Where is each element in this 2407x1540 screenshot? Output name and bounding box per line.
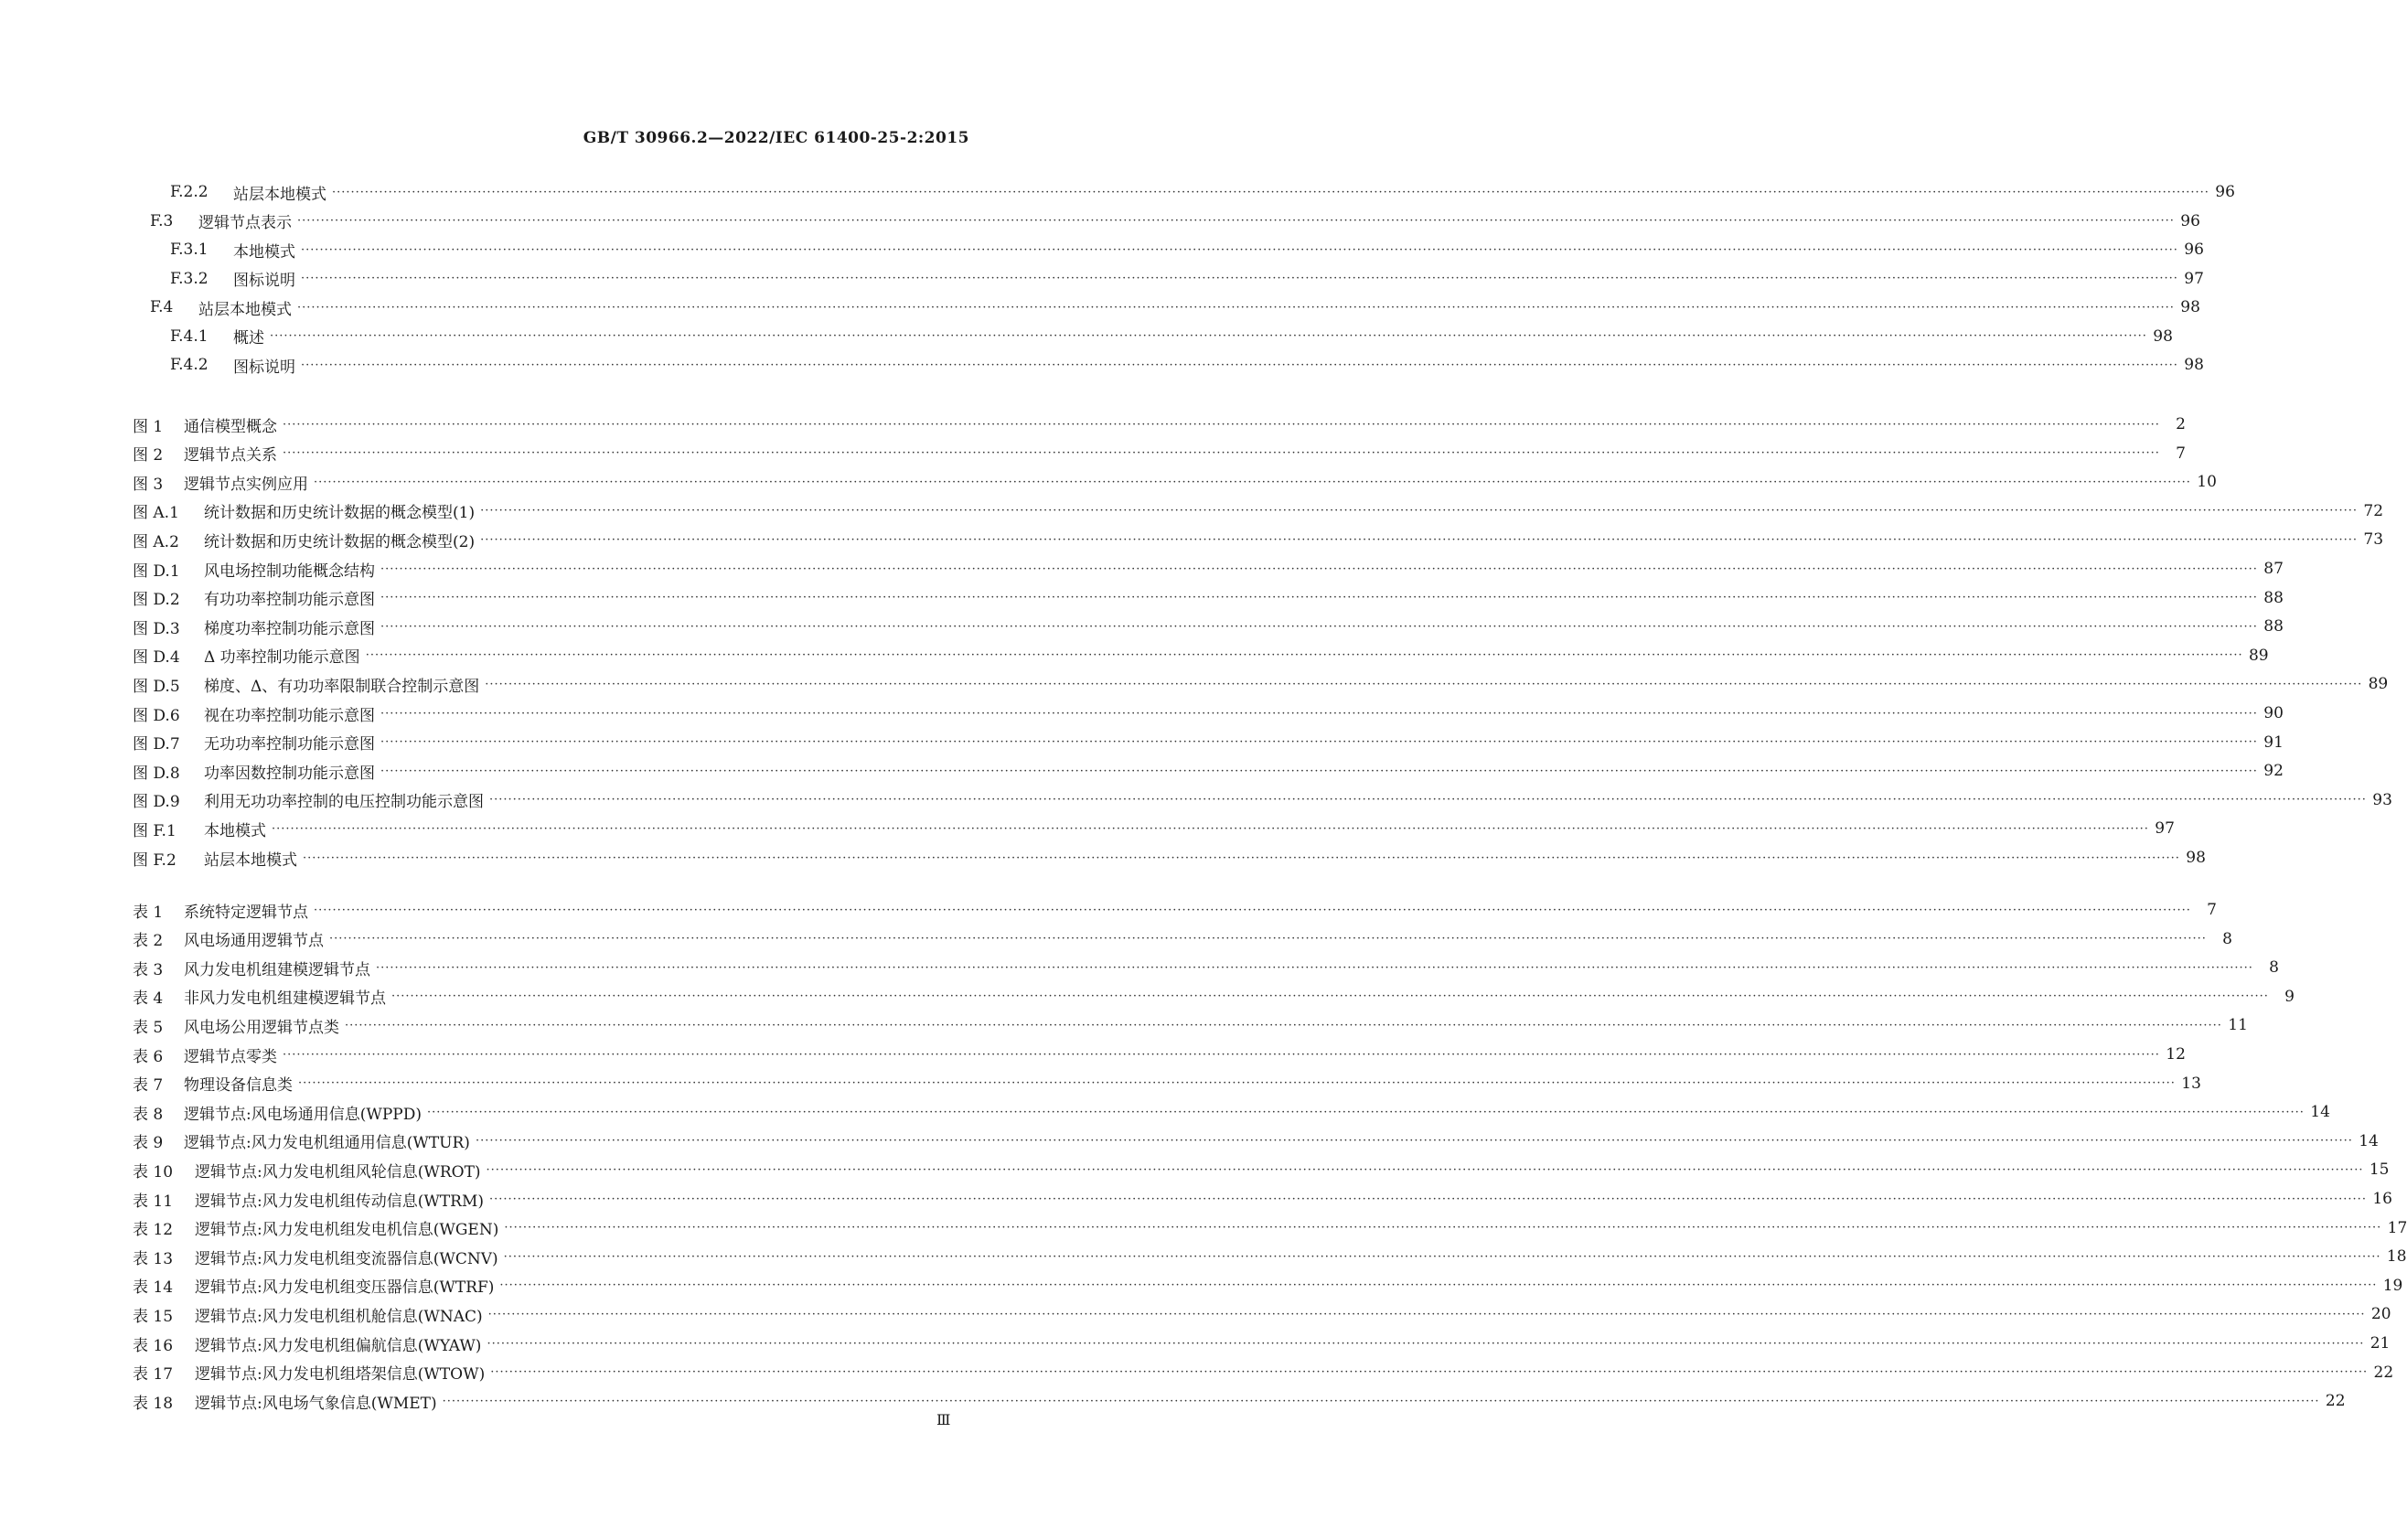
entry-title: 站层本地模式 (198, 300, 292, 319)
entry-title: 风电场通用逻辑节点 (184, 932, 324, 951)
entry-page-number: 20 (2370, 1305, 2391, 1324)
leader-dots: ················································································································································································································································································································································································································ (283, 417, 2160, 432)
entry-page-number: 14 (2310, 1103, 2330, 1122)
entry-number: 表 1 (133, 903, 164, 922)
entry-number: 表 3 (133, 960, 164, 979)
entry-page-number: 91 (2263, 733, 2284, 752)
entry-page-number: 11 (2228, 1016, 2248, 1035)
leader-dots: ················································································································································································································································································································································································································ (332, 185, 2209, 199)
table-entry[interactable] (133, 898, 2217, 922)
entry-number: 图 A.1 (133, 504, 179, 523)
entry-page-number: 98 (2186, 849, 2206, 867)
entry-page-number: 8 (2269, 958, 2279, 978)
entry-number: 图 D.8 (133, 764, 180, 783)
table-entry[interactable] (133, 1245, 2407, 1268)
entry-number: F.3.2 (170, 269, 209, 288)
leader-dots: ················································································································································································································································································································································································································ (480, 532, 2359, 547)
figure-entry[interactable] (133, 470, 2217, 494)
leader-dots: ················································································································································································································································································································································································································ (283, 1047, 2160, 1062)
table-entry[interactable] (133, 1187, 2392, 1211)
table-entry[interactable] (133, 1389, 2346, 1413)
toc-entry[interactable] (170, 238, 2204, 262)
leader-dots: ················································································································································································································································································································································································································ (489, 793, 2367, 807)
entry-title: 逻辑节点实例应用 (184, 475, 308, 494)
leader-dots: ················································································································································································································································································································································································································ (376, 960, 2253, 975)
entry-page-number: 12 (2166, 1045, 2186, 1064)
leader-dots: ················································································································································································································································································································································································································ (480, 504, 2359, 519)
entry-page-number: 16 (2372, 1190, 2392, 1208)
leader-dots: ················································································································································································································································································································································································································ (298, 1076, 2176, 1091)
entry-number: 图 D.5 (133, 677, 180, 696)
entry-number: 表 5 (133, 1018, 164, 1037)
entry-title: Δ 功率控制功能示意图 (204, 648, 360, 668)
entry-page-number: 2 (2176, 415, 2186, 433)
entry-title: 物理设备信息类 (184, 1076, 293, 1096)
entry-number: F.2.2 (170, 183, 209, 201)
entry-title: 逻辑节点关系 (184, 446, 277, 465)
entry-title: 逻辑节点:风电场气象信息(WMET) (195, 1394, 437, 1413)
entry-number: F.3.1 (170, 241, 209, 259)
leader-dots: ················································································································································································································································································································································································································ (380, 619, 2258, 634)
entry-number: F.4.1 (170, 326, 209, 346)
figure-entry[interactable] (133, 701, 2284, 725)
entry-number: 表 14 (133, 1278, 174, 1298)
entry-number: 表 16 (133, 1336, 174, 1355)
entry-title: 逻辑节点:风力发电机组塔架信息(WTOW) (195, 1365, 486, 1385)
entry-number: 图 D.6 (133, 706, 180, 725)
figure-entry[interactable] (133, 615, 2284, 638)
leader-dots: ················································································································································································································································································································································································································ (487, 1336, 2365, 1351)
table-entry[interactable] (133, 1158, 2390, 1182)
figure-entry[interactable] (133, 442, 2186, 465)
leader-dots: ················································································································································································································································································································································································································ (380, 561, 2258, 576)
toc-entry[interactable] (150, 209, 2200, 233)
entry-number: 图 D.7 (133, 735, 180, 754)
leader-dots: ················································································································································································································································································································································································································ (297, 300, 2175, 315)
entry-title: 逻辑节点:风力发电机组通用信息(WTUR) (184, 1134, 470, 1153)
table-entry[interactable] (133, 956, 2279, 979)
entry-page-number: 10 (2197, 473, 2217, 492)
leader-dots: ················································································································································································································································································································································································································ (503, 1249, 2381, 1264)
entry-number: 图 A.2 (133, 532, 179, 551)
entry-page-number: 98 (2180, 298, 2200, 316)
entry-number: 图 D.2 (133, 591, 180, 610)
toc-entry[interactable] (170, 180, 2235, 204)
entry-title: 逻辑节点:风力发电机组变流器信息(WCNV) (195, 1249, 498, 1268)
entry-number: 表 4 (133, 989, 164, 1009)
entry-page-number: 98 (2184, 356, 2204, 374)
leader-dots: ················································································································································································································································································································································································································ (314, 903, 2191, 917)
entry-title: 通信模型概念 (184, 417, 277, 436)
figure-entry[interactable] (133, 412, 2186, 436)
entry-number: 表 7 (133, 1076, 164, 1096)
leader-dots: ················································································································································································································································································································································································································ (504, 1221, 2382, 1235)
entry-title: 站层本地模式 (233, 185, 326, 204)
table-entry[interactable] (133, 1013, 2248, 1037)
entry-page-number: 89 (2368, 675, 2389, 694)
leader-dots: ················································································································································································································································································································································································································ (475, 1134, 2353, 1149)
entry-title: 非风力发电机组建模逻辑节点 (184, 989, 386, 1009)
leader-dots: ················································································································································································································································································································································································································ (380, 735, 2258, 750)
entry-page-number: 7 (2176, 444, 2186, 463)
leader-dots: ················································································································································································································································································································································································································ (380, 591, 2258, 605)
entry-number: 表 10 (133, 1162, 174, 1182)
entry-title: 逻辑节点:风力发电机组变压器信息(WTRF) (195, 1278, 495, 1298)
leader-dots: ················································································································································································································································································································································································································ (301, 242, 2178, 257)
entry-number: 图 D.3 (133, 619, 180, 638)
leader-dots: ················································································································································································································································································································································································································ (442, 1394, 2320, 1408)
entry-page-number: 21 (2370, 1334, 2391, 1353)
entry-number: 图 F.2 (133, 850, 177, 870)
table-entry[interactable] (133, 1274, 2403, 1298)
entry-number: 表 9 (133, 1134, 164, 1153)
table-entry[interactable] (133, 1331, 2391, 1355)
entry-page-number: 22 (2373, 1363, 2394, 1382)
toc-entry[interactable] (170, 325, 2173, 348)
entry-page-number: 72 (2363, 501, 2384, 520)
toc-entry[interactable] (170, 353, 2204, 377)
entry-title: 功率因数控制功能示意图 (204, 764, 375, 783)
entry-title: 逻辑节点:风力发电机组发电机信息(WGEN) (195, 1221, 499, 1240)
entry-title: 风电场控制功能概念结构 (204, 561, 375, 581)
table-entry[interactable] (133, 1072, 2201, 1096)
leader-dots: ················································································································································································································································································································································································································ (303, 850, 2180, 865)
entry-number: 图 1 (133, 417, 164, 436)
entry-number: F.4.2 (170, 356, 209, 374)
entry-page-number: 14 (2359, 1131, 2379, 1150)
entry-page-number: 96 (2180, 211, 2200, 230)
figure-entry[interactable] (133, 788, 2392, 812)
entry-title: 图标说明 (233, 272, 295, 290)
leader-dots: ················································································································································································································································································································································································································ (314, 475, 2191, 489)
figure-entry[interactable] (133, 557, 2284, 581)
leader-dots: ················································································································································································································································································································································································································ (283, 446, 2160, 461)
entry-number: 表 12 (133, 1221, 174, 1240)
leader-dots: ················································································································································································································································································································································································································ (380, 706, 2258, 721)
entry-title: 逻辑节点:风电场通用信息(WPPD) (184, 1105, 422, 1124)
entry-page-number: 90 (2263, 704, 2284, 722)
entry-number: 图 2 (133, 446, 164, 465)
entry-page-number: 96 (2184, 241, 2204, 259)
entry-title: 逻辑节点表示 (198, 214, 292, 232)
entry-number: 表 2 (133, 932, 164, 951)
entry-page-number: 9 (2284, 987, 2295, 1006)
leader-dots: ················································································································································································································································································································································································································ (489, 1192, 2367, 1206)
figure-entry[interactable] (133, 499, 2384, 523)
entry-title: 梯度功率控制功能示意图 (204, 619, 375, 638)
entry-title: 逻辑节点:风力发电机组偏航信息(WYAW) (195, 1336, 482, 1355)
entry-page-number: 22 (2325, 1392, 2346, 1411)
entry-page-number: 87 (2263, 560, 2284, 578)
entry-number: F.4 (150, 298, 174, 316)
entry-page-number: 7 (2207, 901, 2217, 919)
leader-dots: ················································································································································································································································································································································································································ (329, 932, 2207, 946)
leader-dots: ················································································································································································································································································································································································································ (272, 821, 2149, 836)
entry-title: 梯度、Δ、有功功率限制联合控制示意图 (204, 677, 480, 696)
entry-title: 系统特定逻辑节点 (184, 903, 308, 922)
page-number: Ⅲ (936, 1411, 951, 1428)
entry-page-number: 15 (2369, 1160, 2390, 1180)
entry-page-number: 97 (2184, 269, 2204, 288)
figure-entry[interactable] (133, 817, 2175, 840)
leader-dots: ················································································································································································································································································································································································································ (365, 648, 2243, 663)
table-entry[interactable] (133, 1043, 2186, 1066)
entry-title: 逻辑节点:风力发电机组机舱信息(WNAC) (195, 1307, 483, 1326)
entry-page-number: 19 (2382, 1276, 2403, 1295)
entry-page-number: 97 (2155, 819, 2175, 839)
table-entry[interactable] (133, 1100, 2330, 1124)
leader-dots: ················································································································································································································································································································································································································ (297, 214, 2175, 228)
entry-number: 表 13 (133, 1249, 174, 1268)
entry-number: 图 D.9 (133, 793, 180, 812)
table-entry[interactable] (133, 1129, 2379, 1153)
entry-title: 图标说明 (233, 358, 295, 377)
leader-dots: ················································································································································································································································································································································································································ (301, 358, 2178, 372)
toc-entry[interactable] (150, 295, 2200, 319)
entry-number: 图 F.1 (133, 821, 177, 840)
entry-title: 利用无功功率控制的电压控制功能示意图 (204, 793, 484, 812)
figure-entry[interactable] (133, 846, 2206, 870)
entry-page-number: 73 (2363, 530, 2384, 550)
entry-number: 图 3 (133, 475, 164, 494)
entry-title: 逻辑节点:风力发电机组风轮信息(WROT) (195, 1162, 481, 1182)
figure-entry[interactable] (133, 672, 2389, 696)
entry-page-number: 92 (2263, 762, 2284, 781)
entry-title: 逻辑节点零类 (184, 1047, 277, 1066)
leader-dots: ················································································································································································································································································································································································································ (485, 677, 2363, 691)
leader-dots: ················································································································································································································································································································································································································ (301, 272, 2178, 285)
table-entry[interactable] (133, 927, 2232, 951)
entry-page-number: 93 (2372, 790, 2392, 809)
entry-title: 统计数据和历史统计数据的概念模型(1) (204, 504, 476, 523)
entry-title: 风电场公用逻辑节点类 (184, 1018, 339, 1037)
table-entry[interactable] (133, 1361, 2394, 1385)
entry-number: 图 D.4 (133, 648, 180, 668)
entry-page-number: 89 (2248, 646, 2269, 665)
entry-title: 本地模式 (233, 242, 295, 262)
entry-title: 无功功率控制功能示意图 (204, 735, 375, 754)
leader-dots: ················································································································································································································································································································································································································ (345, 1018, 2222, 1032)
entry-page-number: 88 (2263, 617, 2284, 636)
leader-dots: ················································································································································································································································································································································································································ (380, 764, 2258, 778)
entry-title: 概述 (233, 329, 264, 348)
figure-entry[interactable] (133, 731, 2284, 754)
entry-number: 表 11 (133, 1192, 174, 1211)
figure-entry[interactable] (133, 586, 2284, 610)
entry-number: F.3 (150, 211, 174, 230)
entry-title: 有功功率控制功能示意图 (204, 591, 375, 610)
entry-page-number: 18 (2386, 1247, 2407, 1267)
entry-title: 站层本地模式 (204, 850, 297, 870)
document-header: GB/T 30966.2—2022/IEC 61400-25-2:2015 (583, 129, 969, 147)
entry-number: 表 8 (133, 1105, 164, 1124)
leader-dots: ················································································································································································································································································································································································································ (487, 1307, 2366, 1321)
entry-page-number: 88 (2263, 588, 2284, 607)
leader-dots: ················································································································································································································································································································································································································ (486, 1162, 2364, 1177)
leader-dots: ················································································································································································································································································································································································································ (270, 329, 2147, 343)
entry-number: 表 15 (133, 1307, 174, 1326)
entry-number: 表 18 (133, 1394, 174, 1413)
entry-title: 视在功率控制功能示意图 (204, 706, 375, 725)
table-entry[interactable] (133, 1216, 2407, 1240)
entry-page-number: 8 (2222, 929, 2232, 948)
table-entry[interactable] (133, 985, 2295, 1009)
leader-dots: ················································································································································································································································································································································································································ (391, 989, 2269, 1004)
table-entry[interactable] (133, 1302, 2391, 1326)
entry-number: 表 6 (133, 1047, 164, 1066)
toc-entry[interactable] (170, 267, 2204, 291)
entry-title: 统计数据和历史统计数据的概念模型(2) (204, 532, 476, 551)
leader-dots: ················································································································································································································································································································································································································ (499, 1278, 2378, 1293)
entry-number: 图 D.1 (133, 561, 180, 581)
entry-title: 逻辑节点:风力发电机组传动信息(WTRM) (195, 1192, 485, 1211)
entry-page-number: 13 (2181, 1074, 2201, 1093)
entry-page-number: 17 (2387, 1218, 2407, 1237)
entry-page-number: 96 (2215, 183, 2235, 201)
figure-entry[interactable] (133, 528, 2384, 551)
leader-dots: ················································································································································································································································································································································································································ (490, 1365, 2369, 1380)
figure-entry[interactable] (133, 644, 2269, 668)
figure-entry[interactable] (133, 759, 2284, 783)
leader-dots: ················································································································································································································································································································································································································ (426, 1105, 2305, 1119)
entry-number: 表 17 (133, 1365, 174, 1385)
entry-page-number: 98 (2153, 326, 2173, 346)
entry-title: 风力发电机组建模逻辑节点 (184, 960, 370, 979)
entry-title: 本地模式 (204, 821, 266, 840)
